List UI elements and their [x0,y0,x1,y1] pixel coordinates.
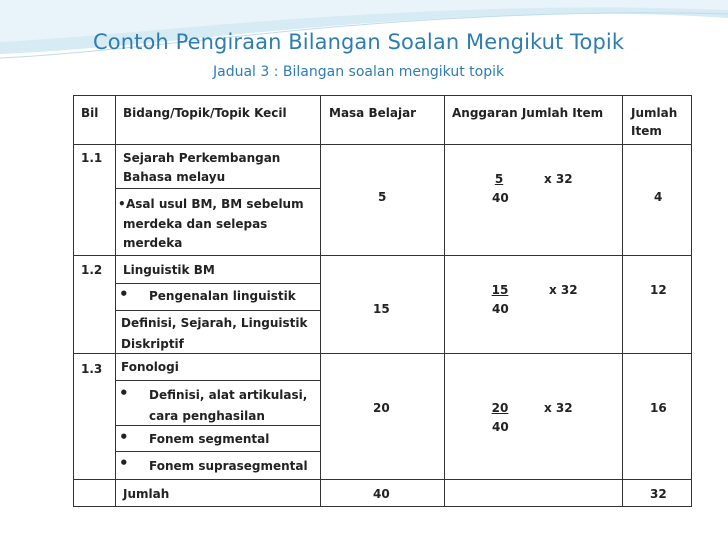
row-3-sub1-line2: cara penghasilan [149,409,265,423]
slide-title: Contoh Pengiraan Bilangan Soalan Mengikut Topik [93,30,625,54]
row-1-sub-line1: Asal usul BM, BM sebelum [126,197,304,211]
row-2-sub1: Pengenalan linguistik [149,289,296,303]
row-3-jumlah: 16 [650,401,667,415]
header-anggaran: Anggaran Jumlah Item [452,106,604,120]
row-3-topic: Fonologi [121,360,179,374]
header-bidang: Bidang/Topik/Topik Kecil [123,106,287,120]
row-1-masa: 5 [378,190,387,204]
row-3-denominator: 40 [492,420,509,434]
row-2-denominator: 40 [492,302,509,316]
header-jumlah-item-line2: Item [631,124,662,138]
row-1-denominator: 40 [492,191,509,205]
row-2-multiplier: x 32 [549,283,578,297]
header-masa-belajar: Masa Belajar [329,106,417,120]
row-2-topic: Linguistik BM [123,263,215,277]
row-3-sub2: Fonem segmental [149,432,270,446]
row-1-topic-line1: Sejarah Perkembangan [123,151,281,165]
row-2-masa: 15 [373,302,390,316]
row-1-multiplier: x 32 [544,172,573,186]
row-3-numerator: 20 [491,401,509,415]
row-1-topic-line2: Bahasa melayu [123,170,226,184]
row-2-sub2-line2: Diskriptif [121,337,184,351]
row-1-sub-line3: merdeka [123,236,183,250]
total-label: Jumlah [123,487,170,501]
row-1-sub-line2: merdeka dan selepas [123,217,268,231]
row-3-masa: 20 [373,401,390,415]
row-2-bullet-1: • [119,285,129,303]
row-3-bullet-1: • [119,384,129,402]
row-1-sub-bullet: • [118,197,126,211]
header-jumlah-item-line1: Jumlah [631,106,678,120]
header-bil: Bil [81,106,99,120]
row-2-sub2-line1: Definisi, Sejarah, Linguistik [121,316,308,330]
row-3-bullet-2: • [119,428,129,446]
total-jumlah: 32 [650,487,667,501]
row-3-bullet-3: • [119,454,129,472]
row-3-sub3: Fonem suprasegmental [149,459,308,473]
question-count-table [73,95,692,507]
row-3-bil: 1.3 [81,362,103,376]
row-1-numerator: 5 [494,172,504,186]
row-2-numerator: 15 [491,283,509,297]
row-2-bil: 1.2 [81,263,103,277]
total-masa: 40 [373,487,390,501]
table-caption: Jadual 3 : Bilangan soalan mengikut topik [213,64,505,80]
row-2-jumlah: 12 [650,283,667,297]
row-3-multiplier: x 32 [544,401,573,415]
row-1-bil: 1.1 [81,151,103,165]
row-1-jumlah: 4 [654,190,663,204]
row-3-sub1-line1: Definisi, alat artikulasi, [149,388,308,402]
